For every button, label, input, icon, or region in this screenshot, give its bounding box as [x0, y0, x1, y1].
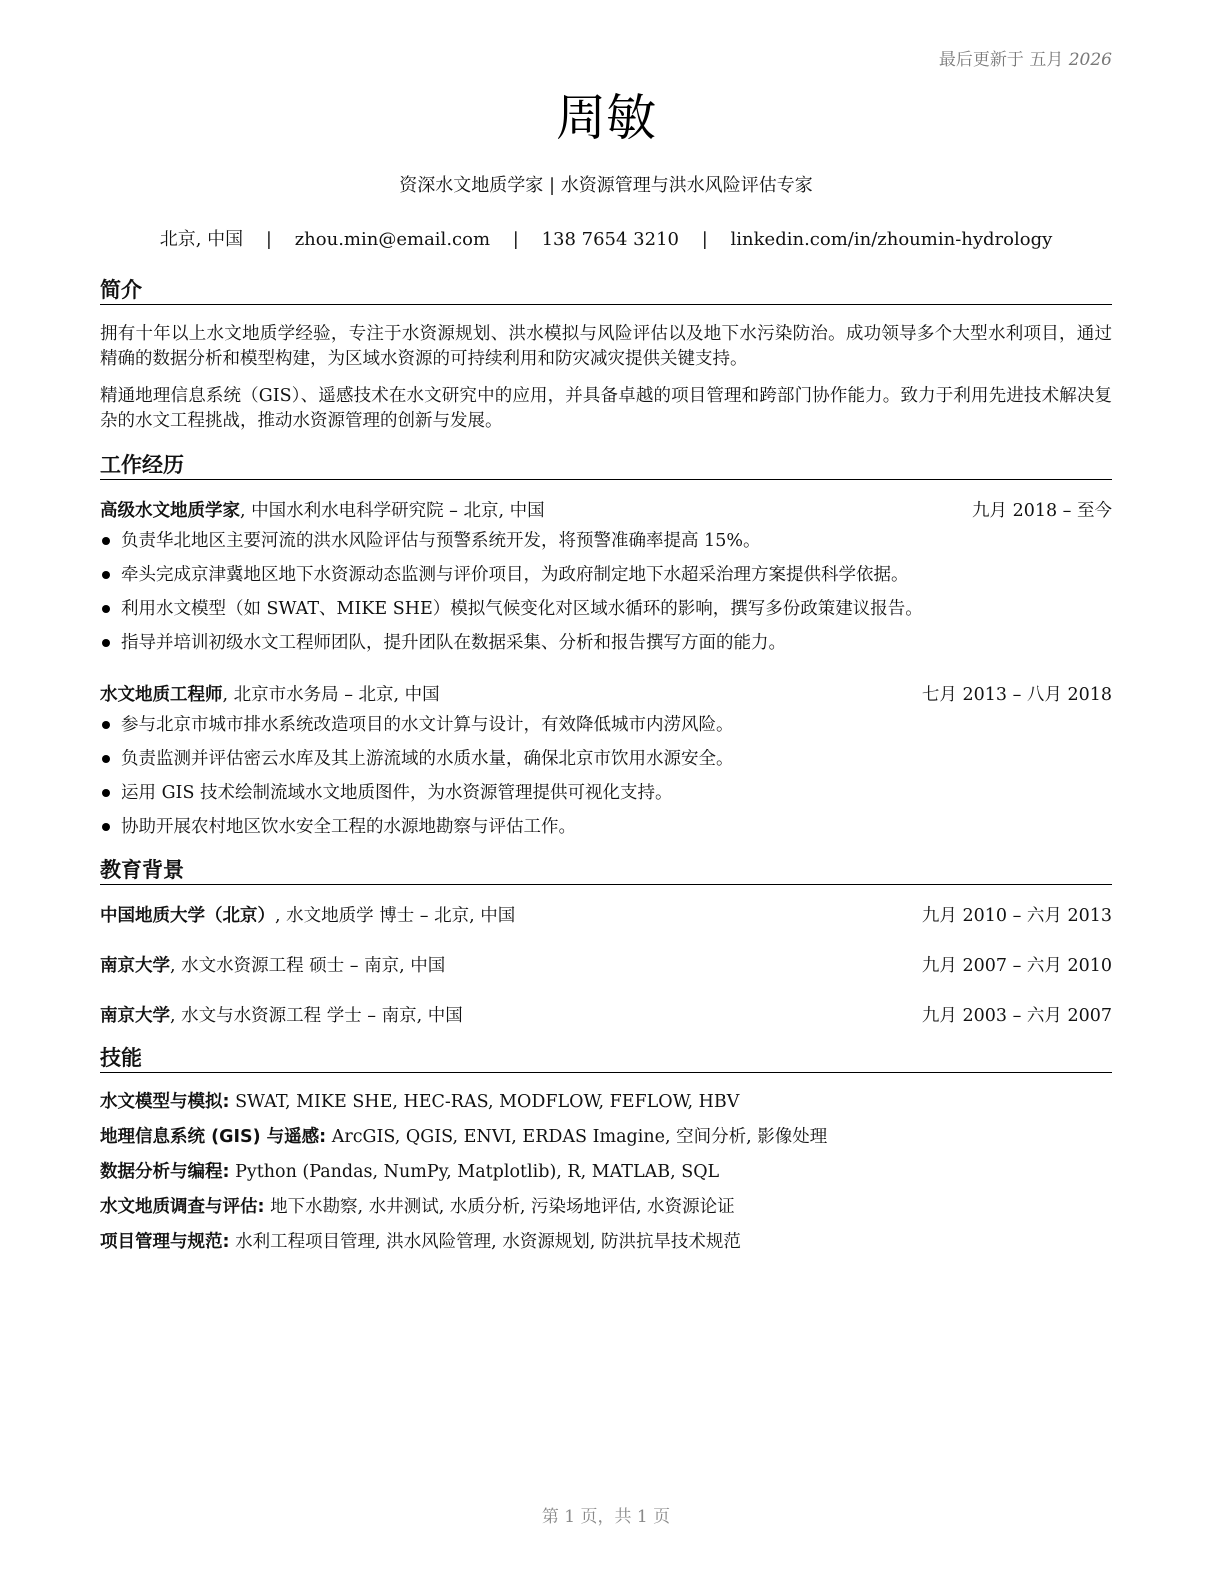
phone-number: 138 7654 3210 [541, 229, 679, 250]
skill-value: 水利工程项目管理, 洪水风险管理, 水资源规划, 防洪抗旱技术规范 [229, 1232, 741, 1252]
skill-value: Python (Pandas, NumPy, Matplotlib), R, MATLAB, SQL [229, 1162, 720, 1182]
degree-detail: , 水文与水资源工程 学士 – 南京, 中国 [170, 1006, 463, 1026]
job-dates: 七月 2013 – 八月 2018 [921, 685, 1112, 705]
school-name: 南京大学 [100, 1006, 170, 1026]
resume-page [100, 0, 1112, 1584]
skill-label: 水文地质调查与评估: [100, 1197, 265, 1217]
list-item: 参与北京市城市排水系统改造项目的水文计算与设计，有效降低城市内涝风险。 [100, 713, 1112, 747]
job-title-line [100, 685, 440, 705]
job-role: 水文地质工程师 [100, 685, 223, 705]
education-line [100, 906, 515, 926]
location: 北京, 中国 [159, 229, 244, 250]
job-bullets [100, 713, 1112, 849]
section-title-experience: 工作经历 [100, 452, 1112, 480]
skill-label: 项目管理与规范: [100, 1232, 230, 1252]
education-dates: 九月 2007 – 六月 2010 [921, 956, 1112, 976]
skill-row [100, 1125, 1112, 1160]
degree-detail: , 水文地质学 博士 – 北京, 中国 [275, 906, 516, 926]
skill-label: 水文模型与模拟: [100, 1092, 230, 1112]
summary-paragraph: 拥有十年以上水文地质学经验，专注于水资源规划、洪水模拟与风险评估以及地下水污染防治。成功领导多个大型水利项目，通过精确的数据分析和模型构建，为区域水资源的可持续利用和防灾减灾提供关键支持。 [100, 324, 1112, 369]
list-item: 牵头完成京津冀地区地下水资源动态监测与评价项目，为政府制定地下水超采治理方案提供科学依据。 [100, 563, 1112, 597]
school-name: 南京大学 [100, 956, 170, 976]
education-line [100, 1006, 463, 1026]
list-item: 利用水文模型（如 SWAT、MIKE SHE）模拟气候变化对区域水循环的影响，撰写多份政策建议报告。 [100, 597, 1112, 631]
updated-month: 五月 [1029, 50, 1064, 70]
job-header [100, 497, 1112, 522]
headline: 资深水文地质学家 | 水资源管理与洪水风险评估专家 [399, 175, 813, 196]
last-updated [939, 45, 1112, 70]
job-org: , 中国水利水电科学研究院 – 北京, 中国 [240, 501, 545, 521]
skill-label: 数据分析与编程: [100, 1162, 230, 1182]
degree-detail: , 水文水资源工程 硕士 – 南京, 中国 [170, 956, 446, 976]
school-name: 中国地质大学（北京） [100, 906, 275, 926]
job-role: 高级水文地质学家 [100, 501, 240, 521]
updated-year: 2026 [1068, 50, 1112, 70]
job-header [100, 681, 1112, 706]
education-dates: 九月 2010 – 六月 2013 [921, 906, 1112, 926]
email-link[interactable]: zhou.min@email.com [294, 229, 491, 250]
list-item: 负责监测并评估密云水库及其上游流域的水质水量，确保北京市饮用水源安全。 [100, 747, 1112, 781]
education-item [100, 902, 1112, 927]
list-item: 运用 GIS 技术绘制流域水文地质图件，为水资源管理提供可视化支持。 [100, 781, 1112, 815]
job-title-line [100, 501, 545, 521]
list-item: 协助开展农村地区饮水安全工程的水源地勘察与评估工作。 [100, 815, 1112, 849]
contact-line [100, 225, 1112, 251]
skill-value: 地下水勘察, 水井测试, 水质分析, 污染场地评估, 水资源论证 [264, 1197, 735, 1217]
separator: | [701, 229, 708, 250]
education-line [100, 956, 445, 976]
skills-list [100, 1090, 1112, 1265]
section-title-education: 教育背景 [100, 857, 1112, 885]
education-item [100, 1002, 1112, 1027]
section-title-skills: 技能 [100, 1045, 1112, 1073]
linkedin-link[interactable]: linkedin.com/in/zhoumin-hydrology [730, 229, 1053, 250]
updated-prefix: 最后更新于 [938, 50, 1024, 70]
separator: | [512, 229, 519, 250]
skill-value: ArcGIS, QGIS, ENVI, ERDAS Imagine, 空间分析, 影像处理 [326, 1127, 828, 1147]
skill-value: SWAT, MIKE SHE, HEC-RAS, MODFLOW, FEFLOW, HBV [229, 1092, 740, 1112]
list-item: 负责华北地区主要河流的洪水风险评估与预警系统开发，将预警准确率提高 15%。 [100, 529, 1112, 563]
education-item [100, 952, 1112, 977]
person-name: 周敏 [556, 89, 656, 147]
job-bullets [100, 529, 1112, 665]
education-dates: 九月 2003 – 六月 2007 [921, 1006, 1112, 1026]
summary-paragraph: 精通地理信息系统（GIS）、遥感技术在水文研究中的应用，并具备卓越的项目管理和跨部门协作能力。致力于利用先进技术解决复杂的水文工程挑战，推动水资源管理的创新与发展。 [100, 386, 1112, 431]
skill-label: 地理信息系统 (GIS) 与遥感: [100, 1127, 327, 1147]
skill-row [100, 1230, 1112, 1265]
list-item: 指导并培训初级水文工程师团队，提升团队在数据采集、分析和报告撰写方面的能力。 [100, 631, 1112, 665]
job-org: , 北京市水务局 – 北京, 中国 [222, 685, 440, 705]
skill-row [100, 1090, 1112, 1125]
skill-row [100, 1195, 1112, 1230]
section-title-summary: 简介 [100, 277, 1112, 305]
job-dates: 九月 2018 – 至今 [972, 501, 1112, 521]
skill-row [100, 1160, 1112, 1195]
separator: | [265, 229, 272, 250]
page-number: 第 1 页，共 1 页 [541, 1507, 671, 1527]
